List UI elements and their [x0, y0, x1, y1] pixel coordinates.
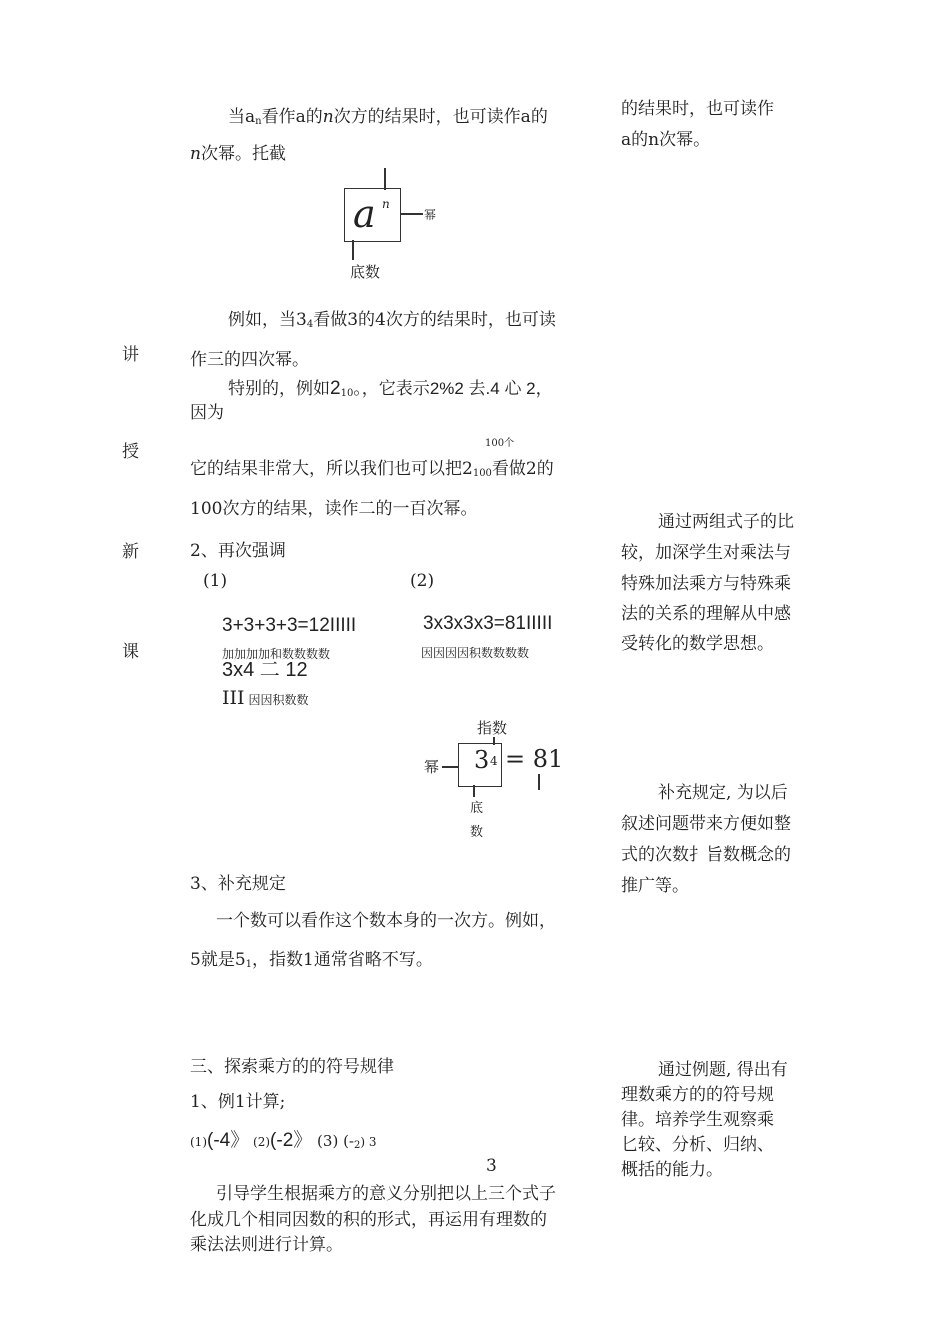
note3-line3: 式的次数扌旨数概念的	[621, 845, 791, 865]
note1-line2: a的n次幂。	[621, 130, 711, 150]
section-three-heading: 三、探索乘方的的符号规律	[190, 1057, 394, 1077]
section2-label-2: (2)	[410, 571, 435, 591]
para3-line1: 特别的，例如$2_{10}$。，它表示2%2 去.4 心 2，	[228, 378, 553, 399]
note4-line2: 理数乘方的的符号规	[621, 1085, 774, 1105]
hundred-note: 100个	[485, 438, 515, 449]
para2-line2: 作三的四次幂。	[190, 350, 309, 370]
note2-line5: 受转化的数学思想。	[621, 634, 774, 654]
note1-line1: 的结果时，也可读作	[621, 99, 774, 119]
guide-line-2: 化成几个相同因数的积的形式，再运用有理数的	[190, 1210, 547, 1230]
equation-mul-note: 因因因因积数数数数	[421, 646, 530, 660]
result-81: = 81	[505, 745, 564, 773]
section3-line1: 一个数可以看作这个数本身的一次方。例如，	[216, 911, 556, 931]
vertical-label-3: 新	[122, 542, 139, 562]
note3-line4: 推广等。	[621, 876, 689, 896]
para3-line3: 它的结果非常大，所以我们也可以把$2_{100}$看做2的	[190, 459, 554, 479]
para1-line2: n次幂。托截	[190, 144, 286, 164]
example-items: (1)(-4》 (2)(-2》 (3) $(-_2)$ 3	[190, 1130, 377, 1151]
example-heading: 1、例1计算;	[190, 1092, 286, 1112]
equation-add-note: 加加加加和数数数数	[222, 647, 331, 661]
vertical-label-4: 课	[122, 642, 139, 662]
para3-line4: 100次方的结果，读作二的一百次幂。	[190, 499, 478, 519]
note2-line1: 通过两组式子的比	[658, 512, 794, 532]
vertical-label-1: 讲	[122, 345, 139, 365]
base-label-2a: 底	[470, 801, 484, 816]
exponent-label: 指数	[477, 719, 508, 737]
note4-line4: 匕较、分析、归纳、	[621, 1135, 774, 1155]
section2-label-1: (1)	[203, 571, 228, 591]
base-label-2b: 数	[470, 825, 484, 840]
equation-mul: 3x3x3x3=81IIIII	[423, 613, 553, 634]
lone-number: 3	[486, 1156, 497, 1176]
para3-line2: 因为	[190, 403, 224, 423]
section3-heading: 3、补充规定	[190, 874, 286, 894]
equation-product-marks: III 因因积数数	[222, 687, 309, 709]
note4-line1: 通过例题, 得出有	[658, 1060, 788, 1080]
power-label-2: 幂	[424, 758, 440, 776]
section3-line2: 5就是$5_1$，指数1通常省略不写。	[190, 950, 433, 970]
exponent-4: 4	[490, 754, 498, 768]
base-a: a	[353, 192, 376, 236]
para1-line1: 当$a_n$看作a的n次方的结果时，也可读作a的	[228, 107, 548, 127]
note4-line3: 律。培养学生观察乘	[621, 1110, 774, 1130]
power-label: 幂	[424, 208, 437, 222]
note2-line3: 特殊加法乘方与特殊乘	[621, 574, 791, 594]
equation-add: 3+3+3+3=12IIIII	[222, 615, 357, 636]
vertical-label-2: 授	[122, 442, 139, 462]
exponent-n: n	[382, 197, 390, 211]
base-label: 底数	[350, 263, 381, 281]
guide-line-1: 引导学生根据乘方的意义分别把以上三个式子	[216, 1184, 556, 1204]
section2-heading: 2、再次强调	[190, 541, 286, 561]
base-3: 3	[474, 746, 490, 774]
guide-line-3: 乘法法则进行计算。	[190, 1235, 343, 1255]
note4-line5: 概括的能力。	[621, 1160, 723, 1180]
note2-line4: 法的关系的理解从中感	[621, 604, 791, 624]
para2-line1: 例如，当$3_4$看做3的4次方的结果时，也可读	[228, 310, 556, 330]
note3-line2: 叙述问题带来方便如整	[621, 814, 791, 834]
equation-product: 3x4 二 12	[222, 659, 308, 681]
note3-line1: 补充规定, 为以后	[658, 783, 788, 803]
note2-line2: 较，加深学生对乘法与	[621, 543, 791, 563]
